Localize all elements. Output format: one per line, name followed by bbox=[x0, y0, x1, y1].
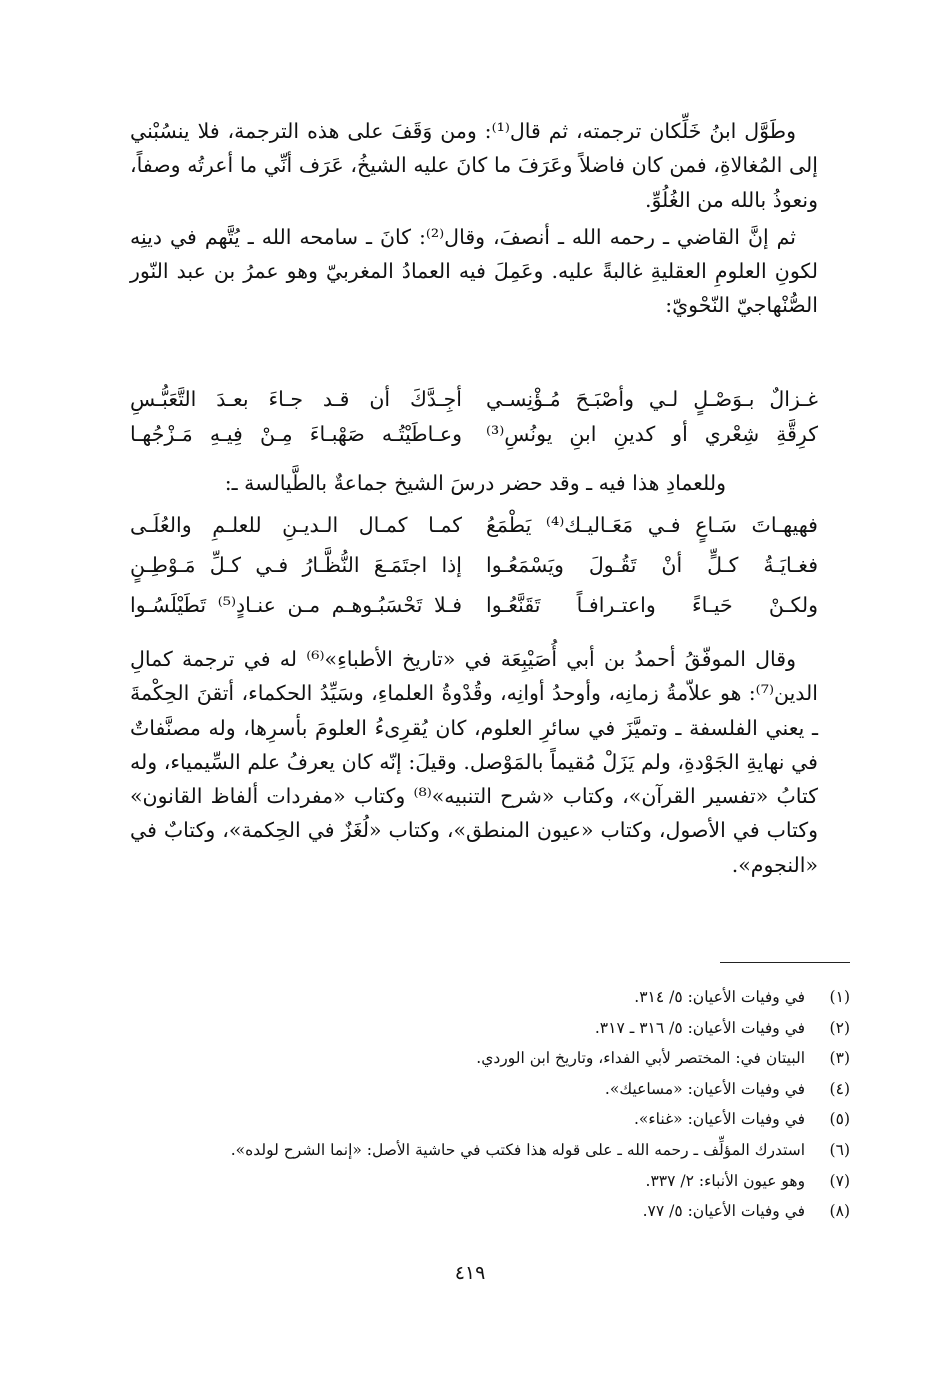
footnote-number: (١) bbox=[829, 988, 850, 1006]
main-text-top bbox=[130, 114, 818, 326]
footnotes bbox=[130, 982, 850, 1227]
verse-first-hemistich: ولكـنْ حَيـاءً واعتـرافـاً تَقَنَّعُـوا bbox=[486, 593, 818, 617]
paragraph-2: ثم إنَّ القاضي ـ رحمه الله ـ أنصفَ، وقال⁽²⁾: كانَ ـ سامحه الله ـ يُتَّهم في دينِه لكونِ العلومِ العقليةِ غالبةً عليه. وعَمِلَ فيه العمادُ المغربيّ وهو عمرُ بن عبد النّور الصُّنْهاجيّ النّحْويّ: bbox=[130, 224, 818, 318]
footnote-number: (٥) bbox=[829, 1110, 850, 1129]
paragraph-1: وطَوَّل ابنُ خَلِّكان ترجمته، ثم قال⁽¹⁾: ومن وَقَفَ على هذه الترجمة، فلا ينسُبْني إلى المُغالاةِ، فمن كان فاضلاً وعَرَفَ ما كانَ عليه الشيخُ، عَرَف أنِّي ما أعرتُه وصفاً، ونعوذُ بالله من الغُلُوِّ. bbox=[130, 119, 818, 212]
footnote-text: وهو عيون الأنباء: ٢/ ٣٣٧. bbox=[645, 1171, 806, 1190]
footnote-number: (٦) bbox=[829, 1140, 850, 1159]
footnote-text: استدرك المؤلِّف ـ رحمه الله ـ على قوله هذا فكتب في حاشية الأصل: «إنما الشرح لولده». bbox=[230, 1140, 806, 1159]
poem-2 bbox=[130, 508, 818, 628]
footnote-separator bbox=[720, 962, 850, 963]
footnote-text: في وفيات الأعيان: «مساعيك». bbox=[604, 1079, 806, 1098]
verse-intro: وللعمادِ هذا فيه ـ وقد حضر درسَ الشيخ جماعةٌ بالطَّيالسة ـ: bbox=[224, 471, 726, 495]
footnote-4 bbox=[130, 1074, 850, 1105]
footnote-text: في وفيات الأعيان: ٥/ ٣١٤. bbox=[634, 988, 806, 1006]
footnote-8 bbox=[130, 1196, 850, 1227]
footnote-number: (٣) bbox=[829, 1049, 850, 1068]
verse-line bbox=[130, 508, 818, 548]
footnote-number: (٨) bbox=[829, 1202, 850, 1221]
footnote-6 bbox=[130, 1135, 850, 1166]
verse-second-hemistich: كمـا كمـال الـديـنِ للعلـمِ والعُلَـى bbox=[130, 513, 462, 537]
verse-first-hemistich: غـزالٌ بـوَصْـلٍ لـي وأصْبَـحَ مُـؤْنِسـي bbox=[486, 387, 818, 411]
footnote-text: في وفيات الأعيان: ٥/ ٣١٦ ـ ٣١٧. bbox=[594, 1018, 806, 1037]
paragraph-3: وقال الموفّقُ أحمدُ بن أبي أُصَيْبِعَة في «تاريخ الأطباءِ»⁽⁶⁾ له في ترجمة كمالِ الدين⁽⁷⁾: هو علاّمةُ زمانِه، وأوحدُ أوانِه، وقُدْوةُ العلماءِ، وسَيِّدُ الحكماء، أتقنَ الحِكْمةَ ـ يعني الفلسفة ـ وتميَّزَ في سائرِ العلوم، كان يُقرِىءُ العلومَ بأسرِها، وله مصنَّفاتٌ في نهايةِ الجَوْدةِ، ولم يَزَلْ مُقيماً بالمَوْصل. وقيلَ: إنّه كان يعرفُ علم السِّيمياء، وله كتابُ «تفسير القرآن»، وكتاب «شرح التنبيه»⁽⁸⁾ وكتاب «مفردات ألفاظ القانون» وكتاب في الأصول، وكتاب «عيون المنطق»، وكتاب «لُغَزٌ في الحِكمة»، وكتابٌ في «النجوم». bbox=[130, 647, 818, 877]
verse-first-hemistich: كرِقَّةِ شِعْري أو كدينِ ابنِ يونُسِ⁽³⁾ bbox=[486, 422, 818, 446]
footnote-7 bbox=[130, 1166, 850, 1197]
verse-line bbox=[130, 588, 818, 628]
verse-second-hemistich: وعـاطَيْتُـه صَهْبـاءَ مِـنْ فِيـهِ مَـزْجُهـا bbox=[130, 422, 462, 446]
footnote-2 bbox=[130, 1013, 850, 1044]
verse-line bbox=[130, 417, 818, 452]
footnote-number: (٢) bbox=[829, 1018, 850, 1037]
footnote-number: (٤) bbox=[829, 1079, 850, 1098]
footnote-text: البيتان في: المختصر لأبي الفداء، وتاريخ ابن الوردي. bbox=[476, 1049, 806, 1068]
verse-second-hemistich: أجِـدَّكَ أن قـد جـاءَ بعـدَ التَّعَبُّـسِ bbox=[130, 387, 462, 411]
poem-1 bbox=[130, 382, 818, 452]
verse-first-hemistich: فغـايَـةُ كـلٍّ أنْ تَقُـولَ ويَسْمَعُـوا bbox=[486, 553, 818, 577]
footnote-text: في وفيات الأعيان: «غناء». bbox=[633, 1110, 806, 1129]
footnote-1 bbox=[130, 982, 850, 1013]
footnote-text: في وفيات الأعيان: ٥/ ٧٧. bbox=[642, 1202, 806, 1221]
footnote-3 bbox=[130, 1043, 850, 1074]
footnote-number: (٧) bbox=[829, 1171, 850, 1190]
verse-line bbox=[130, 382, 818, 417]
page-number: ٤١٩ bbox=[454, 1262, 486, 1284]
verse-second-hemistich: إذا اجتَمَـعَ النُّظَّـارُ فـي كـلِّ مَـوْطِـنٍ bbox=[130, 553, 462, 577]
verse-second-hemistich: فـلا تَحْسَبُـوهـم مـن عنـادٍ⁽⁵⁾ تَطَيْلَسُـوا bbox=[130, 593, 462, 617]
footnote-5 bbox=[130, 1104, 850, 1135]
main-text-bottom bbox=[130, 642, 818, 885]
verse-line bbox=[130, 548, 818, 588]
verse-first-hemistich: فهيهـاتَ سَـاعٍ فـي مَعَـاليـك⁽⁴⁾ يَطْمَعُ bbox=[486, 513, 818, 537]
